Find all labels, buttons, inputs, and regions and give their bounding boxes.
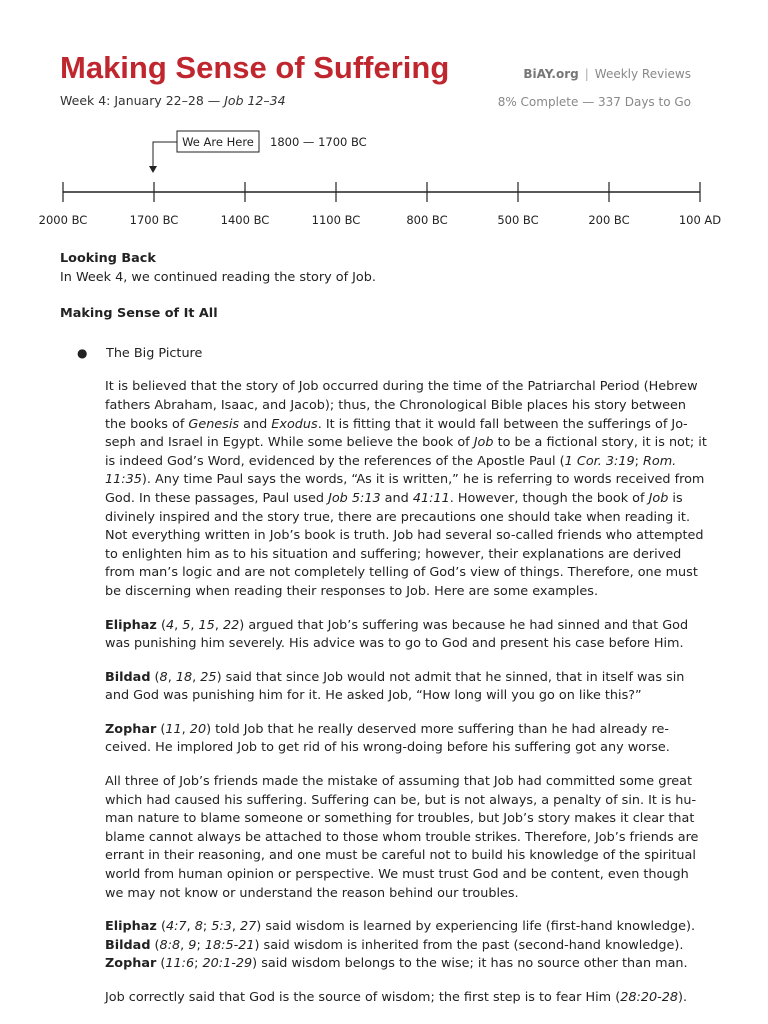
scripture-ref[interactable]: 1 Cor. 3:19 (564, 453, 635, 469)
zophar-paragraph: Zophar (11, 20) told Job that he really deserved more suffering than he had already received. He implored Job to get rid of his wrong-doing before his suffering got any worse. (105, 721, 670, 756)
bullet-label: The Big Picture (106, 345, 203, 361)
progress-text: 8% Complete — 337 Days to Go (497, 95, 691, 109)
timeline-tick-label: 1100 BC (311, 213, 361, 227)
scripture-ref[interactable]: 20:1-29 (202, 956, 253, 972)
timeline-tick-label: 200 BC (588, 213, 630, 227)
timeline-tick-label: 2000 BC (38, 213, 88, 227)
scripture-ref[interactable]: Job 5:13 (328, 490, 381, 506)
site-separator: | (584, 67, 589, 81)
week-prefix: Week 4: January 22–28 — (60, 93, 225, 108)
looking-back-heading: Looking Back (60, 251, 156, 266)
scripture-ref[interactable]: 15 (198, 617, 215, 633)
scripture-ref[interactable]: 4:7 (165, 919, 187, 935)
timeline-ticks (39, 182, 722, 227)
bildad-paragraph: Bildad (8, 18, 25) said that since Job would not admit that he sinned, that in itself was sin and God was punishing him for it. He asked Job, “How long will you go on like this?” (105, 669, 685, 704)
scripture-ref[interactable]: 18:5-21 (204, 937, 255, 953)
scripture-ref[interactable]: 11 (165, 721, 182, 737)
timeline-tick-label: 1700 BC (129, 213, 179, 227)
marker-arrowhead (149, 166, 157, 173)
page-title: Making Sense of Suffering (60, 50, 450, 85)
eliphaz-paragraph: Eliphaz (4, 5, 15, 22) argued that Job’s suffering was because he had sinned and that God was punishing him severely. His advice was to go to God and present his case before Him. (105, 617, 689, 652)
scripture-ref[interactable]: 8:8 (159, 937, 181, 953)
scripture-ref[interactable]: 28:20-28 (620, 990, 678, 1005)
we-are-here-label: We Are Here (182, 135, 254, 149)
scripture-ref[interactable]: 18 (175, 669, 193, 685)
site-name[interactable]: BiAY.org (523, 67, 579, 81)
scripture-ref[interactable]: 5:3 (211, 919, 232, 935)
scripture-ref[interactable]: 8 (159, 669, 168, 685)
site-header (523, 67, 691, 81)
scripture-ref[interactable]: Rom. 11:35 (105, 453, 677, 488)
scripture-ref[interactable]: 5 (182, 617, 191, 633)
scripture-ref[interactable]: 22 (222, 617, 240, 633)
big-picture-paragraph: It is believed that the story of Job occurred during the time of the Patriarchal Period (Hebrew fathers Abraham, Isaac, and Jacob); thus, the Chronological Bible places his story between the books of Genesis and Exodus. It is fitting that it would fall between the sufferings of Joseph and Israel in Egypt. While some believe the book of Job to be a fictional story, it is not; it is indeed God’s Word, evidenced by the references of the Apostle Paul (1 Cor. 3:19; Rom. 11:35). Any time Paul says the words, “As it is written,” he is referring to words received from God. In these passages, Paul used Job 5:13 and 41:11. However, though the book of Job is divinely inspired and the story true, there are precautions one should take when reading it. Not everything written in Job’s book is truth. Job had several so-called friends who attempted to enlighten him as to his situation and suffering; however, their explanations are derived from man’s logic and are not completely telling of God’s view of things. Therefore, one must be discerning when reading their responses to Job. Here are some examples. (105, 379, 707, 599)
closing-paragraph: Job correctly said that God is the source of wisdom; the first step is to fear Him (28:20-28). (105, 990, 688, 1005)
wisdom-paragraph: Eliphaz (4:7, 8; 5:3, 27) said wisdom is learned by experiencing life (first-hand knowledge). Bildad (8:8, 9; 18:5-21) said wisdom is inherited from the past (second-hand knowledge). Zophar (11:6; 20:1-29) said wisdom belongs to the wise; it has no source other than man. (105, 919, 696, 972)
marker-arrow-line (153, 142, 177, 167)
scripture-ref[interactable]: 27 (239, 919, 257, 935)
site-section[interactable]: Weekly Reviews (594, 67, 691, 81)
making-sense-heading: Making Sense of It All (60, 306, 218, 322)
timeline-tick-label: 800 BC (406, 213, 448, 227)
bullet-dot-icon: ● (77, 345, 88, 360)
scripture-ref[interactable]: 20 (189, 721, 207, 737)
scripture-ref[interactable]: 41:11 (412, 490, 450, 506)
bullet-item (77, 344, 710, 364)
week-subtitle (60, 93, 286, 108)
scripture-ref[interactable]: 9 (188, 937, 197, 953)
timeline (0, 125, 768, 235)
week-reading: Job 12–34 (224, 93, 286, 108)
period-label: 1800 — 1700 BC (270, 135, 367, 149)
scripture-ref[interactable]: 8 (194, 919, 203, 935)
content (60, 250, 710, 1008)
looking-back-text: In Week 4, we continued reading the story of Job. (60, 269, 376, 285)
scripture-ref[interactable]: 25 (200, 669, 217, 685)
timeline-tick-label: 500 BC (497, 213, 539, 227)
timeline-tick-label: 1400 BC (220, 213, 270, 227)
scripture-ref[interactable]: 11:6 (165, 956, 195, 972)
timeline-tick-label: 100 AD (678, 213, 722, 227)
scripture-ref[interactable]: 4 (165, 617, 175, 633)
friends-paragraph: All three of Job’s friends made the mistake of assuming that Job had committed some great which had caused his suffering. Suffering can be, but is not always, a penalty of sin. It is human nature to blame someone or something for troubles, but Job’s story makes it clear that blame cannot always be attached to those whom trouble strikes. Therefore, Job’s friends are errant in their reasoning, and one must be careful not to build his knowledge of the spiritual world from human opinion or perspective. We must trust God and be content, even though we may not know or understand the reason behind our troubles. (105, 774, 699, 901)
